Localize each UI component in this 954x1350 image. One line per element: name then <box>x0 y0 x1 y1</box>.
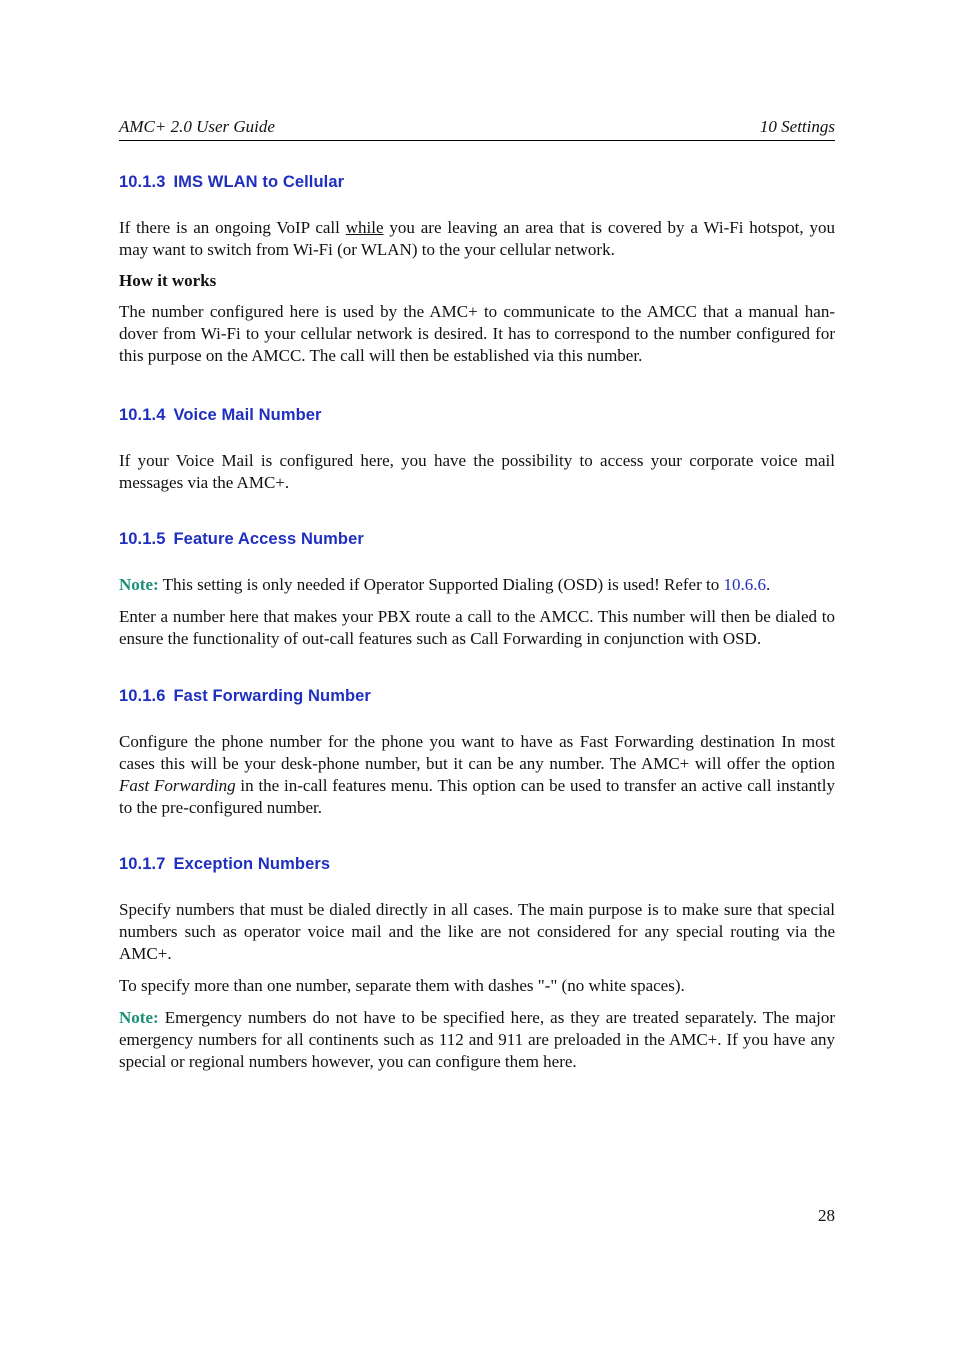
section-number: 10.1.5 <box>119 530 166 548</box>
paragraph: Configure the phone number for the phone you want to have as Fast Forwarding destination In most cases this will be your desk-phone number, but it can be any number. The AMC+ will offer the option Fast Forwarding in the in-call features menu. This option can be used to transfer an active call instantly to the pre-configured number. <box>119 732 835 817</box>
underlined-word: while <box>345 218 384 237</box>
section-heading <box>119 173 835 192</box>
section-heading <box>119 855 835 874</box>
paragraph: Specify numbers that must be dialed directly in all cases. The main purpose is to make sure that special numbers such as operator voice mail and the like are not considered for any special routing via the AMC+. <box>119 900 835 963</box>
paragraph: To specify more than one number, separate them with dashes "-" (no white spaces). <box>119 976 685 995</box>
section-number: 10.1.7 <box>119 855 166 873</box>
section-exception-numbers <box>119 855 835 1073</box>
cross-reference-link[interactable]: 10.6.6 <box>723 575 766 594</box>
section-fast-forwarding-number <box>119 687 835 819</box>
section-heading <box>119 530 835 549</box>
note-paragraph: Note: This setting is only needed if Operator Supported Dialing (OSD) is used! Refer to 10.6.6. <box>119 575 771 594</box>
section-voice-mail-number <box>119 406 835 494</box>
paragraph: If there is an ongoing VoIP call while you are leaving an area that is covered by a Wi-Fi hotspot, you may want to switch from Wi-Fi (or WLAN) to the your cellular network. <box>119 218 835 259</box>
page-number: 28 <box>818 1206 835 1225</box>
note-paragraph: Note: Emergency numbers do not have to be specified here, as they are treated separately. The major emergency numbers for all continents such as 112 and 911 are preloaded in the AMC+. If you have any special or regional numbers however, you can configure them here. <box>119 1008 835 1071</box>
document-page <box>119 0 835 1350</box>
italic-term: Fast Forwarding <box>119 776 236 795</box>
section-title: Exception Numbers <box>173 855 331 873</box>
section-title: IMS WLAN to Cellular <box>173 173 345 191</box>
running-header <box>119 117 835 141</box>
section-ims-wlan-to-cellular <box>119 173 835 367</box>
section-number: 10.1.3 <box>119 173 166 191</box>
paragraph: Enter a number here that makes your PBX route a call to the AMCC. This number will then be dialed to ensure the functionality of out-call features such as Call Forwarding in conjunction with OSD. <box>119 607 835 648</box>
header-chapter: 10 Settings <box>759 117 835 136</box>
section-title: Voice Mail Number <box>173 406 322 424</box>
header-document-title: AMC+ 2.0 User Guide <box>119 117 275 136</box>
section-heading <box>119 687 835 706</box>
section-heading <box>119 406 835 425</box>
subheading-how-it-works: How it works <box>119 271 217 290</box>
section-number: 10.1.4 <box>119 406 166 424</box>
section-title: Feature Access Number <box>173 530 364 548</box>
note-label: Note: <box>119 575 159 594</box>
section-title: Fast Forwarding Number <box>173 687 371 705</box>
paragraph: If your Voice Mail is configured here, you have the possibility to access your corporate voice mail messages via the AMC+. <box>119 451 835 492</box>
section-feature-access-number <box>119 530 835 650</box>
section-number: 10.1.6 <box>119 687 166 705</box>
note-label: Note: <box>119 1008 159 1027</box>
paragraph: The number configured here is used by the AMC+ to communicate to the AMCC that a manual han-dover from Wi-Fi to your cellular network is desired. It has to correspond to the number configured for this purpose on the AMCC. The call will then be established via this number. <box>119 302 835 365</box>
